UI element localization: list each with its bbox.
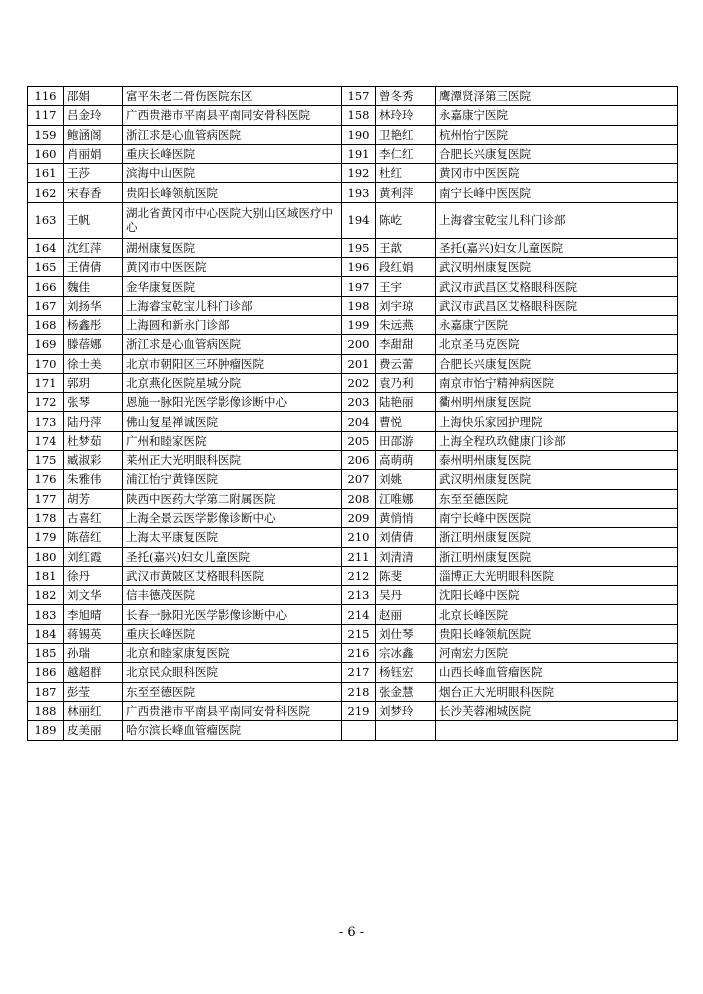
- entry-number: 192: [342, 164, 376, 183]
- entry-number: 216: [342, 644, 376, 663]
- entry-number: 161: [28, 164, 64, 183]
- entry-organization: 广西贵港市平南县平南同安骨科医院: [123, 106, 342, 125]
- entry-name: 肖丽娟: [64, 144, 123, 163]
- entry-organization: 北京燕化医院星城分院: [123, 373, 342, 392]
- entry-name: 刘倩倩: [376, 528, 436, 547]
- entry-number: 204: [342, 412, 376, 431]
- entry-organization: 泰州明州康复医院: [436, 451, 678, 470]
- entry-name: 江唯娜: [376, 489, 436, 508]
- entry-organization: 浙江明州康复医院: [436, 528, 678, 547]
- entry-number: 194: [342, 202, 376, 238]
- table-row: [28, 412, 678, 431]
- entry-organization: 陕西中医药大学第二附属医院: [123, 489, 342, 508]
- entry-number: 199: [342, 315, 376, 334]
- entry-organization: 南宁长峰中医医院: [436, 508, 678, 527]
- entry-name: 高萌萌: [376, 451, 436, 470]
- entry-name: 费云蕾: [376, 354, 436, 373]
- entry-number: 157: [342, 87, 376, 106]
- entry-organization: 长春一脉阳光医学影像诊断中心: [123, 605, 342, 624]
- entry-name: 李甜甜: [376, 335, 436, 354]
- entry-organization: 上海睿宝乾宝儿科门诊部: [436, 202, 678, 238]
- entry-name: 鲍涵阁: [64, 125, 123, 144]
- entry-organization: 上海圆和新永门诊部: [123, 315, 342, 334]
- entry-number: 181: [28, 566, 64, 585]
- entry-organization: 上海快乐家园护理院: [436, 412, 678, 431]
- entry-name: 李旭晴: [64, 605, 123, 624]
- table-row: [28, 183, 678, 202]
- entry-organization: 北京和睦家康复医院: [123, 644, 342, 663]
- entry-organization: [436, 721, 678, 740]
- table-row: [28, 335, 678, 354]
- entry-organization: 湖北省黄冈市中心医院大别山区域医疗中心: [123, 202, 342, 238]
- entry-name: 宗冰鑫: [376, 644, 436, 663]
- entry-name: 朱远燕: [376, 315, 436, 334]
- entry-organization: 广州和睦家医院: [123, 431, 342, 450]
- entry-number: 172: [28, 393, 64, 412]
- entry-name: 张琴: [64, 393, 123, 412]
- entry-number: 174: [28, 431, 64, 450]
- table-row: [28, 125, 678, 144]
- entry-organization: 信丰德茂医院: [123, 586, 342, 605]
- entry-number: 218: [342, 682, 376, 701]
- entry-organization: 上海全景云医学影像诊断中心: [123, 508, 342, 527]
- entry-number: 166: [28, 277, 64, 296]
- entry-organization: 衢州明州康复医院: [436, 393, 678, 412]
- entry-organization: 北京圣马克医院: [436, 335, 678, 354]
- table-row: [28, 164, 678, 183]
- entry-name: 段红娟: [376, 258, 436, 277]
- entry-name: 陆艳丽: [376, 393, 436, 412]
- entry-name: 曹悦: [376, 412, 436, 431]
- entry-name: 刘梦玲: [376, 701, 436, 720]
- entry-number: 173: [28, 412, 64, 431]
- entry-organization: 武汉明州康复医院: [436, 470, 678, 489]
- entry-number: 206: [342, 451, 376, 470]
- entry-number: 187: [28, 682, 64, 701]
- entry-name: 黄利萍: [376, 183, 436, 202]
- entry-number: 203: [342, 393, 376, 412]
- entry-number: 164: [28, 238, 64, 257]
- entry-number: 210: [342, 528, 376, 547]
- entry-organization: 北京民众眼科医院: [123, 663, 342, 682]
- table-row: [28, 528, 678, 547]
- entry-name: 胡芳: [64, 489, 123, 508]
- table-row: [28, 373, 678, 392]
- entry-number: 213: [342, 586, 376, 605]
- entry-organization: 浙江明州康复医院: [436, 547, 678, 566]
- entry-name: 田邵游: [376, 431, 436, 450]
- entry-organization: 浙江求是心血管病医院: [123, 125, 342, 144]
- entry-name: 刘仕琴: [376, 624, 436, 643]
- entry-name: 赵丽: [376, 605, 436, 624]
- entry-name: 刘扬华: [64, 296, 123, 315]
- entry-number: 190: [342, 125, 376, 144]
- entry-organization: 杭州怡宁医院: [436, 125, 678, 144]
- entry-number: 189: [28, 721, 64, 740]
- entry-name: 曾冬秀: [376, 87, 436, 106]
- entry-number: 183: [28, 605, 64, 624]
- entry-number: 186: [28, 663, 64, 682]
- entry-number: 158: [342, 106, 376, 125]
- entry-organization: 哈尔滨长峰血管瘤医院: [123, 721, 342, 740]
- entry-name: 王宇: [376, 277, 436, 296]
- table-row: [28, 258, 678, 277]
- entry-organization: 南宁长峰中医医院: [436, 183, 678, 202]
- entry-number: 184: [28, 624, 64, 643]
- table-row: [28, 315, 678, 334]
- entry-number: 163: [28, 202, 64, 238]
- entry-name: 邵娟: [64, 87, 123, 106]
- entry-name: 宋春香: [64, 183, 123, 202]
- table-row: [28, 682, 678, 701]
- table-row: [28, 106, 678, 125]
- entry-name: 林丽红: [64, 701, 123, 720]
- entry-name: 越超群: [64, 663, 123, 682]
- entry-number: 188: [28, 701, 64, 720]
- entry-number: 169: [28, 335, 64, 354]
- entry-name: 杨钰宏: [376, 663, 436, 682]
- entry-organization: 恩施一脉阳光医学影像诊断中心: [123, 393, 342, 412]
- entry-organization: 烟台正大光明眼科医院: [436, 682, 678, 701]
- entry-name: 刘宇琼: [376, 296, 436, 315]
- entry-name: 皮美丽: [64, 721, 123, 740]
- entry-number: 217: [342, 663, 376, 682]
- table-row: [28, 202, 678, 238]
- entry-name: 袁乃利: [376, 373, 436, 392]
- entry-organization: 东至至德医院: [436, 489, 678, 508]
- entry-organization: 富平朱老二骨伤医院东区: [123, 87, 342, 106]
- entry-number: 212: [342, 566, 376, 585]
- entry-name: 王倩倩: [64, 258, 123, 277]
- entry-name: 王帆: [64, 202, 123, 238]
- entry-name: 黄悄悄: [376, 508, 436, 527]
- entry-number: 162: [28, 183, 64, 202]
- entry-organization: 上海睿宝乾宝儿科门诊部: [123, 296, 342, 315]
- entry-name: 陈斐: [376, 566, 436, 585]
- entry-number: 205: [342, 431, 376, 450]
- entry-number: 179: [28, 528, 64, 547]
- entry-organization: 淄博正大光明眼科医院: [436, 566, 678, 585]
- entry-name: 刘红霞: [64, 547, 123, 566]
- entry-number: 116: [28, 87, 64, 106]
- entry-name: 蒋锡英: [64, 624, 123, 643]
- entry-number: 182: [28, 586, 64, 605]
- page-number: - 6 -: [338, 925, 365, 940]
- entry-name: 林玲玲: [376, 106, 436, 125]
- entry-name: 王莎: [64, 164, 123, 183]
- entry-number: 191: [342, 144, 376, 163]
- entry-name: 陆丹萍: [64, 412, 123, 431]
- entry-name: 沈红萍: [64, 238, 123, 257]
- entry-name: 刘文华: [64, 586, 123, 605]
- entry-number: 165: [28, 258, 64, 277]
- table-row: [28, 354, 678, 373]
- entry-organization: 合肥长兴康复医院: [436, 144, 678, 163]
- entry-organization: 东至至德医院: [123, 682, 342, 701]
- entry-organization: 武汉市武昌区艾格眼科医院: [436, 277, 678, 296]
- entry-organization: 武汉市武昌区艾格眼科医院: [436, 296, 678, 315]
- entry-number: 159: [28, 125, 64, 144]
- entry-name: 徐士美: [64, 354, 123, 373]
- entry-name: 徐丹: [64, 566, 123, 585]
- entry-organization: 合肥长兴康复医院: [436, 354, 678, 373]
- entry-name: 郭玥: [64, 373, 123, 392]
- entry-name: 古喜红: [64, 508, 123, 527]
- entry-number: 214: [342, 605, 376, 624]
- entry-organization: 滨海中山医院: [123, 164, 342, 183]
- entry-name: [376, 721, 436, 740]
- entry-organization: 金华康复医院: [123, 277, 342, 296]
- entry-organization: 上海全程玖玖健康门诊部: [436, 431, 678, 450]
- entry-number: 196: [342, 258, 376, 277]
- table-row: [28, 701, 678, 720]
- entry-number: 160: [28, 144, 64, 163]
- table-row: [28, 547, 678, 566]
- table-row: [28, 721, 678, 740]
- entry-organization: 武汉明州康复医院: [436, 258, 678, 277]
- entry-organization: 山西长峰血管瘤医院: [436, 663, 678, 682]
- entry-organization: 南京市怡宁精神病医院: [436, 373, 678, 392]
- entry-number: 176: [28, 470, 64, 489]
- entry-name: 卫艳红: [376, 125, 436, 144]
- table-row: [28, 431, 678, 450]
- entry-organization: 永嘉康宁医院: [436, 315, 678, 334]
- entry-name: 朱雅伟: [64, 470, 123, 489]
- entry-organization: 重庆长峰医院: [123, 624, 342, 643]
- entry-organization: 圣托(嘉兴)妇女儿童医院: [436, 238, 678, 257]
- entry-number: 219: [342, 701, 376, 720]
- entry-name: 彭莹: [64, 682, 123, 701]
- entry-number: 117: [28, 106, 64, 125]
- table-row: [28, 451, 678, 470]
- table-row: [28, 87, 678, 106]
- entry-organization: 佛山复星禅诚医院: [123, 412, 342, 431]
- entry-number: 193: [342, 183, 376, 202]
- entry-organization: 贵阳长峰领航医院: [123, 183, 342, 202]
- entry-number: 170: [28, 354, 64, 373]
- entry-name: 陈蓓红: [64, 528, 123, 547]
- entry-organization: 北京长峰医院: [436, 605, 678, 624]
- entry-number: 200: [342, 335, 376, 354]
- table-row: [28, 605, 678, 624]
- entry-number: 215: [342, 624, 376, 643]
- table-row: [28, 470, 678, 489]
- entry-number: 197: [342, 277, 376, 296]
- entry-number: 171: [28, 373, 64, 392]
- entry-organization: 北京市朝阳区三环肿瘤医院: [123, 354, 342, 373]
- personnel-table: [27, 86, 678, 741]
- entry-organization: 长沙芙蓉湘城医院: [436, 701, 678, 720]
- entry-organization: 浙江求是心血管病医院: [123, 335, 342, 354]
- table-row: [28, 508, 678, 527]
- entry-number: 202: [342, 373, 376, 392]
- table-row: [28, 566, 678, 585]
- entry-number: 211: [342, 547, 376, 566]
- entry-number: 201: [342, 354, 376, 373]
- table-row: [28, 393, 678, 412]
- entry-number: 209: [342, 508, 376, 527]
- entry-organization: 黄冈市中医医院: [436, 164, 678, 183]
- table-row: [28, 238, 678, 257]
- entry-number: 177: [28, 489, 64, 508]
- entry-name: 杜梦茹: [64, 431, 123, 450]
- table-row: [28, 277, 678, 296]
- table-row: [28, 644, 678, 663]
- entry-name: 王歆: [376, 238, 436, 257]
- entry-number: 198: [342, 296, 376, 315]
- entry-number: 168: [28, 315, 64, 334]
- entry-name: 刘姚: [376, 470, 436, 489]
- entry-organization: 湖州康复医院: [123, 238, 342, 257]
- entry-number: 207: [342, 470, 376, 489]
- entry-number: 175: [28, 451, 64, 470]
- table-row: [28, 663, 678, 682]
- table-row: [28, 144, 678, 163]
- entry-name: 滕蓓娜: [64, 335, 123, 354]
- entry-organization: 河南宏力医院: [436, 644, 678, 663]
- entry-name: 吕金玲: [64, 106, 123, 125]
- entry-organization: 永嘉康宁医院: [436, 106, 678, 125]
- entry-number: 180: [28, 547, 64, 566]
- entry-number: 195: [342, 238, 376, 257]
- entry-organization: 浦江怡宁黄锋医院: [123, 470, 342, 489]
- entry-name: 杜红: [376, 164, 436, 183]
- table-row: [28, 296, 678, 315]
- table-row: [28, 489, 678, 508]
- entry-number: 185: [28, 644, 64, 663]
- entry-organization: 黄冈市中医医院: [123, 258, 342, 277]
- entry-name: 张金慧: [376, 682, 436, 701]
- entry-number: [342, 721, 376, 740]
- entry-name: 刘清清: [376, 547, 436, 566]
- table-row: [28, 586, 678, 605]
- entry-number: 178: [28, 508, 64, 527]
- entry-organization: 上海太平康复医院: [123, 528, 342, 547]
- entry-name: 陈屹: [376, 202, 436, 238]
- entry-name: 臧淑彩: [64, 451, 123, 470]
- entry-organization: 重庆长峰医院: [123, 144, 342, 163]
- entry-organization: 沈阳长峰中医院: [436, 586, 678, 605]
- entry-organization: 广西贵港市平南县平南同安骨科医院: [123, 701, 342, 720]
- entry-organization: 鹰潭贤泽第三医院: [436, 87, 678, 106]
- entry-organization: 圣托(嘉兴)妇女儿童医院: [123, 547, 342, 566]
- entry-name: 杨鑫彤: [64, 315, 123, 334]
- entry-name: 孙瑞: [64, 644, 123, 663]
- entry-name: 魏佳: [64, 277, 123, 296]
- entry-organization: 贵阳长峰领航医院: [436, 624, 678, 643]
- table-row: [28, 624, 678, 643]
- entry-number: 167: [28, 296, 64, 315]
- entry-number: 208: [342, 489, 376, 508]
- entry-organization: 莱州正大光明眼科医院: [123, 451, 342, 470]
- entry-name: 李仁红: [376, 144, 436, 163]
- entry-name: 吴丹: [376, 586, 436, 605]
- entry-organization: 武汉市黄陂区艾格眼科医院: [123, 566, 342, 585]
